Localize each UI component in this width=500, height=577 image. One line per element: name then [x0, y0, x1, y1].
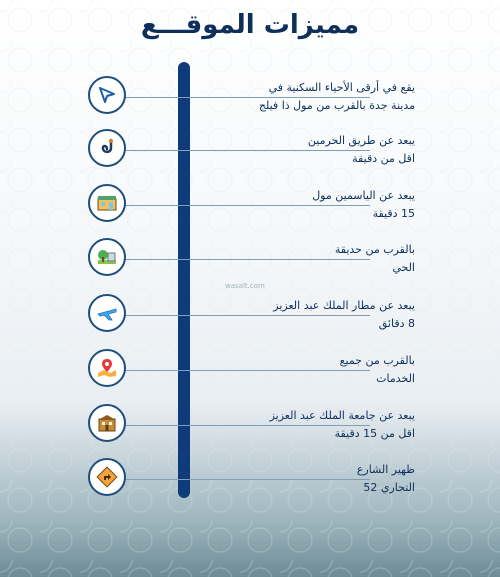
university-icon — [88, 404, 126, 442]
feature-row — [0, 129, 500, 169]
feature-text — [175, 79, 415, 115]
park-icon — [88, 238, 126, 276]
feature-line: اقل من دقيقة — [352, 152, 415, 165]
feature-text — [175, 461, 415, 497]
feature-line: التجاري 52 — [363, 481, 415, 494]
watermark: wasalt.com — [225, 282, 265, 290]
feature-line: اقل من 15 دقيقة — [334, 427, 415, 440]
feature-row — [0, 404, 500, 444]
feature-line: يبعد عن الياسمين مول — [312, 189, 415, 202]
feature-line: ظهير الشارع — [356, 463, 415, 476]
feature-line: بالقرب من جميع — [339, 354, 415, 367]
road-icon — [88, 129, 126, 167]
map-pin-icon — [88, 349, 126, 387]
feature-row — [0, 184, 500, 224]
feature-line: الحي — [392, 261, 415, 274]
feature-text — [175, 132, 415, 168]
feature-line: يبعد عن طريق الحرمين — [307, 134, 415, 147]
feature-line: 15 دقيقة — [372, 207, 415, 220]
feature-row — [0, 76, 500, 116]
mall-icon — [88, 184, 126, 222]
feature-row — [0, 458, 500, 498]
feature-text — [175, 187, 415, 223]
feature-text — [175, 407, 415, 443]
feature-line: يبعد عن مطار الملك عبد العزيز — [273, 299, 415, 312]
feature-text — [175, 241, 415, 277]
feature-line: 8 دقائق — [378, 317, 415, 330]
feature-line: بالقرب من حديقة — [334, 243, 415, 256]
road-sign-icon — [88, 458, 126, 496]
feature-text — [175, 352, 415, 388]
feature-line: يبعد عن جامعة الملك عبد العزيز — [269, 409, 415, 422]
navigation-arrow-icon — [88, 76, 126, 114]
airplane-icon — [88, 294, 126, 332]
feature-row — [0, 294, 500, 334]
feature-line: مدينة جدة بالقرب من مول ذا فيلج — [258, 99, 415, 112]
feature-line: الخدمات — [376, 372, 415, 385]
page-title: مميزات الموقـــع — [140, 10, 360, 40]
feature-line: يقع في أرقى الأحياء السكنية في — [268, 81, 415, 94]
feature-row — [0, 238, 500, 278]
feature-row — [0, 349, 500, 389]
feature-text — [175, 297, 415, 333]
